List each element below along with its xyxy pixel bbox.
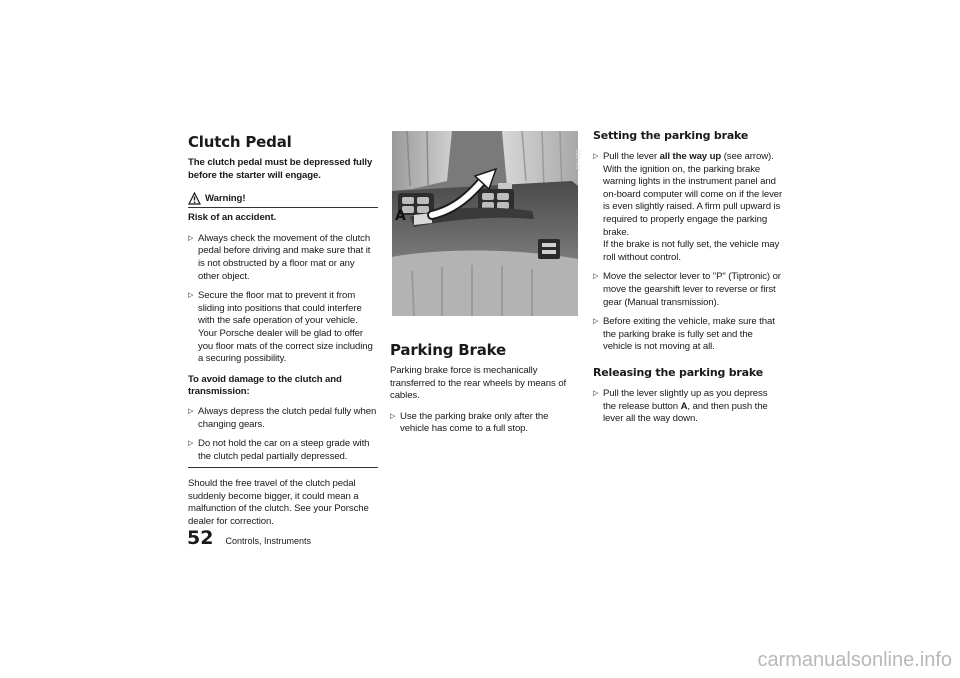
parking-brake-title: Parking Brake [390, 341, 506, 359]
bullet-continuation: Your Porsche dealer will be glad to offer you floor mats of the correct size including a securing possibility. [198, 327, 373, 365]
bullet-icon: ▷ [593, 273, 599, 281]
bullet-text: Always depress the clutch pedal fully when changing gears. [198, 405, 377, 430]
bullet-icon: ▷ [593, 389, 599, 397]
bullet-text: Secure the floor mat to prevent it from sliding into positions that could interfere with the safe operation of your vehicle. [198, 290, 362, 327]
bullet-text: Always check the movement of the clutch pedal before driving and make sure that it is not obstructed by a floor mat or any other object. [198, 232, 371, 282]
bullet-text [603, 388, 783, 426]
parking-brake-intro: Parking brake force is mechanically transferred to the rear wheels by means of cables. [390, 365, 567, 402]
right-column [593, 129, 783, 426]
bullet-steep-grade [188, 438, 378, 463]
page-footer [187, 528, 311, 548]
bullet-icon: ▷ [188, 407, 194, 415]
page-number: 52 [187, 527, 214, 549]
closing-paragraph: Should the free travel of the clutch pedal suddenly become bigger, it could mean a malfunction of the clutch. See your Porsche dealer for correction. [188, 478, 369, 528]
bullet-text-suffix: , and then push the lever all the way down. [603, 400, 768, 425]
bullet-text-suffix: (see arrow). [721, 151, 774, 162]
section-name: Controls, Instruments [225, 536, 311, 546]
bullet-text-prefix: Pull the lever slightly up as you depress the release button [603, 387, 768, 412]
warning-icon [188, 192, 201, 205]
bullet-icon: ▷ [188, 440, 194, 448]
image-code: AIY 031 [576, 149, 582, 171]
bullet-secure-floor-mat [188, 290, 378, 366]
bullet-text: Before exiting the vehicle, make sure that the parking brake is fully set and the vehicle is not moving at all. [603, 316, 775, 353]
bullet-continuation: If the brake is not fully set, the vehicle may roll without control. [603, 239, 780, 263]
bullet-continuation: With the ignition on, the parking brake warning lights in the instrument panel and on-board computer will come on if the lever is even slightly raised. A firm pull upward is required to properly engage the parking brake. [603, 163, 783, 238]
bullet-icon: ▷ [593, 153, 599, 160]
bullet-icon: ▷ [188, 234, 194, 242]
bullet-icon: ▷ [188, 292, 194, 300]
bullet-text [603, 151, 783, 164]
warning-label: Warning! [205, 192, 246, 204]
bullet-icon: ▷ [390, 412, 396, 420]
bullet-depress-fully [188, 406, 378, 431]
bullet-text-emphasis: all the way up [659, 151, 722, 162]
bullet-text: Do not hold the car on a steep grade with the clutch pedal partially depressed. [198, 438, 370, 462]
bullet-icon: ▷ [593, 318, 599, 326]
setting-heading: Setting the parking brake [593, 129, 749, 142]
bullet-release-lever [593, 388, 783, 426]
releasing-heading: Releasing the parking brake [593, 365, 763, 379]
clutch-pedal-title: Clutch Pedal [188, 133, 292, 151]
bullet-pull-lever [593, 151, 783, 264]
bullet-use-after-stop [390, 411, 580, 436]
risk-text: Risk of an accident. [188, 212, 277, 224]
left-column [188, 133, 378, 529]
middle-column [390, 341, 580, 436]
bullet-text: Use the parking brake only after the vehicle has come to a full stop. [400, 410, 549, 435]
bullet-before-exiting [593, 316, 783, 354]
warning-header [188, 192, 378, 207]
bullet-text-emphasis: A [680, 400, 688, 412]
parking-brake-illustration [392, 131, 578, 316]
bullet-check-clutch [188, 233, 378, 283]
bullet-selector-lever [593, 271, 783, 309]
warning-bottom-rule [188, 467, 378, 468]
bullet-text-prefix: Pull the lever [603, 151, 660, 162]
watermark-text: carmanualsonline.info [757, 649, 952, 671]
parking-brake-photo [392, 131, 582, 316]
clutch-intro: The clutch pedal must be depressed fully before the starter will engage. [188, 157, 373, 181]
callout-label-a: A [395, 208, 406, 224]
bullet-text: Move the selector lever to "P" (Tiptronic) or move the gearshift lever to reverse or first gear (Manual transmission). [603, 271, 781, 308]
warning-top-rule [188, 207, 378, 208]
avoid-damage-heading: To avoid damage to the clutch and transmission: [188, 373, 342, 398]
